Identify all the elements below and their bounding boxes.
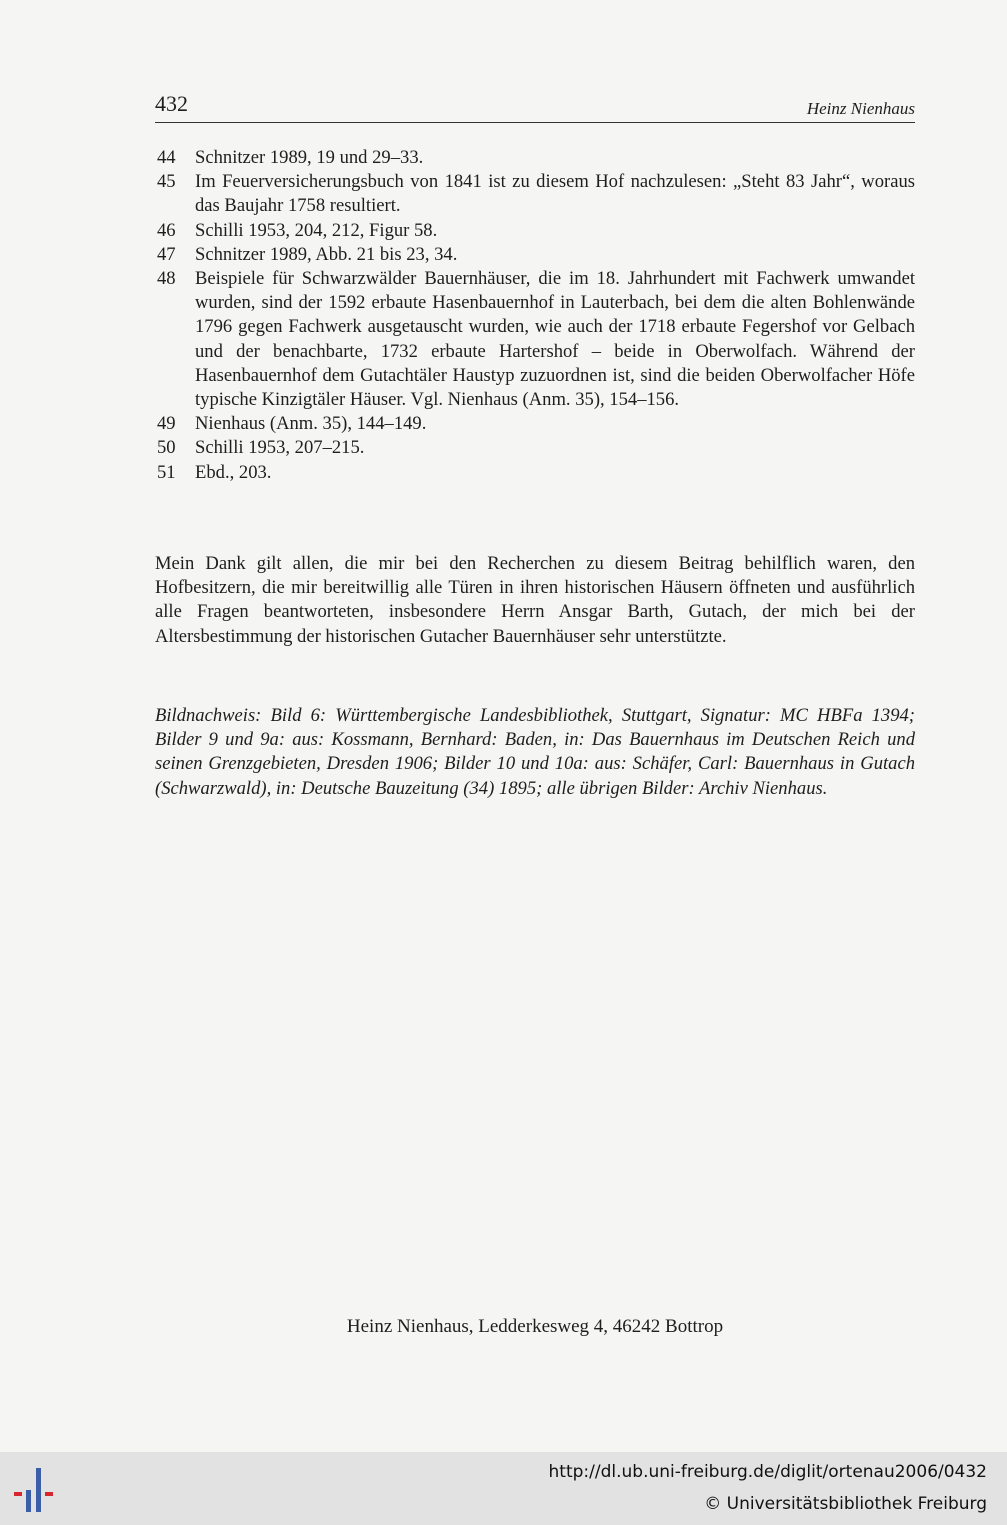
running-head: Heinz Nienhaus — [806, 99, 915, 118]
image-credits-paragraph: Bildnachweis: Bild 6: Württembergische Landesbibliothek, Stuttgart, Signatur: MC HBFa 1394; Bilder 9 und 9a: aus: Kossmann, Bernhard: Baden, in: Das Bauernhaus im Deutschen Reich und seinen Grenzgebieten, Dresden 1906; Bilder 10 und 10a: aus: Schäfer, Carl: Bauernhaus in Gutach (Schwarzwald), in: Deutsche Bauzeitung (34) 1895; alle übrigen Bilder: Archiv Nienhaus. — [155, 705, 915, 799]
author-address: Heinz Nienhaus, Ledderkesweg 4, 46242 Bottrop — [346, 1316, 724, 1337]
endnote-number: 49 — [157, 413, 176, 435]
copyright-notice: © Universitätsbibliothek Freiburg — [704, 1494, 987, 1514]
endnote — [155, 461, 915, 485]
endnote-number: 48 — [157, 268, 176, 290]
endnote-text: Ebd., 203. — [195, 461, 272, 483]
endnote-number: 50 — [157, 437, 176, 459]
endnote-text: Im Feuerversicherungsbuch von 1841 ist zu diesem Hof nachzulesen: „Steht 83 Jahr“, woraus das Baujahr 1758 resultiert. — [195, 171, 915, 217]
acknowledgements-paragraph: Mein Dank gilt allen, die mir bei den Recherchen zu diesem Beitrag behilflich waren, den Hofbesitzern, die mir bereitwillig alle Türen in ihren historischen Häusern öffneten und ausführlich alle Fragen beantworteten, insbesondere Herrn Ansgar Barth, Gutach, der mich bei der Altersbestimmung der historischen Gutacher Bauernhäuser sehr unterstützte. — [155, 553, 915, 647]
endnote-number: 46 — [157, 219, 176, 241]
ub-freiburg-logo-icon[interactable] — [12, 1464, 64, 1516]
endnotes-list — [155, 146, 915, 485]
endnote-text: Nienhaus (Anm. 35), 144–149. — [195, 413, 427, 435]
endnote-text: Schnitzer 1989, Abb. 21 bis 23, 34. — [195, 243, 458, 265]
viewer-footer — [0, 1452, 1007, 1525]
endnote — [155, 219, 915, 243]
page-number: 432 — [155, 91, 188, 116]
endnote-text: Beispiele für Schwarzwälder Bauernhäuser, die im 18. Jahrhundert mit Fachwerk umwandet wurden, sind der 1592 erbaute Hasenbauernhof in Lauterbach, bei dem die alten Bohlenwände 1796 gegen Fachwerk ausgetauscht wurden, wie auch der 1718 erbaute Fegershof vor Gelbach und der benachbarte, 1732 erbaute Hartershof – beide in Oberwolfach. Während der Hasenbauernhof dem Gutachtäler Haustyp zuzuordnen ist, sind die beiden Oberwolfacher Höfe typische Kinzigtäler Häuser. Vgl. Nienhaus (Anm. 35), 154–156. — [195, 268, 915, 411]
endnote-number: 44 — [157, 147, 176, 168]
page-header — [155, 90, 915, 123]
endnote-number: 51 — [157, 461, 176, 483]
endnote-text: Schilli 1953, 207–215. — [195, 437, 365, 459]
endnote — [155, 267, 915, 412]
endnote — [155, 436, 915, 460]
endnote — [155, 170, 915, 218]
endnote-number: 47 — [157, 243, 176, 265]
endnote-number: 45 — [157, 171, 176, 193]
endnote — [155, 146, 915, 170]
endnote-text: Schilli 1953, 204, 212, Figur 58. — [195, 219, 438, 241]
permalink-url-link[interactable]: http://dl.ub.uni-freiburg.de/diglit/ortenau2006/0432 — [548, 1462, 987, 1482]
endnote — [155, 412, 915, 436]
endnote — [155, 243, 915, 267]
endnote-text: Schnitzer 1989, 19 und 29–33. — [195, 147, 424, 168]
